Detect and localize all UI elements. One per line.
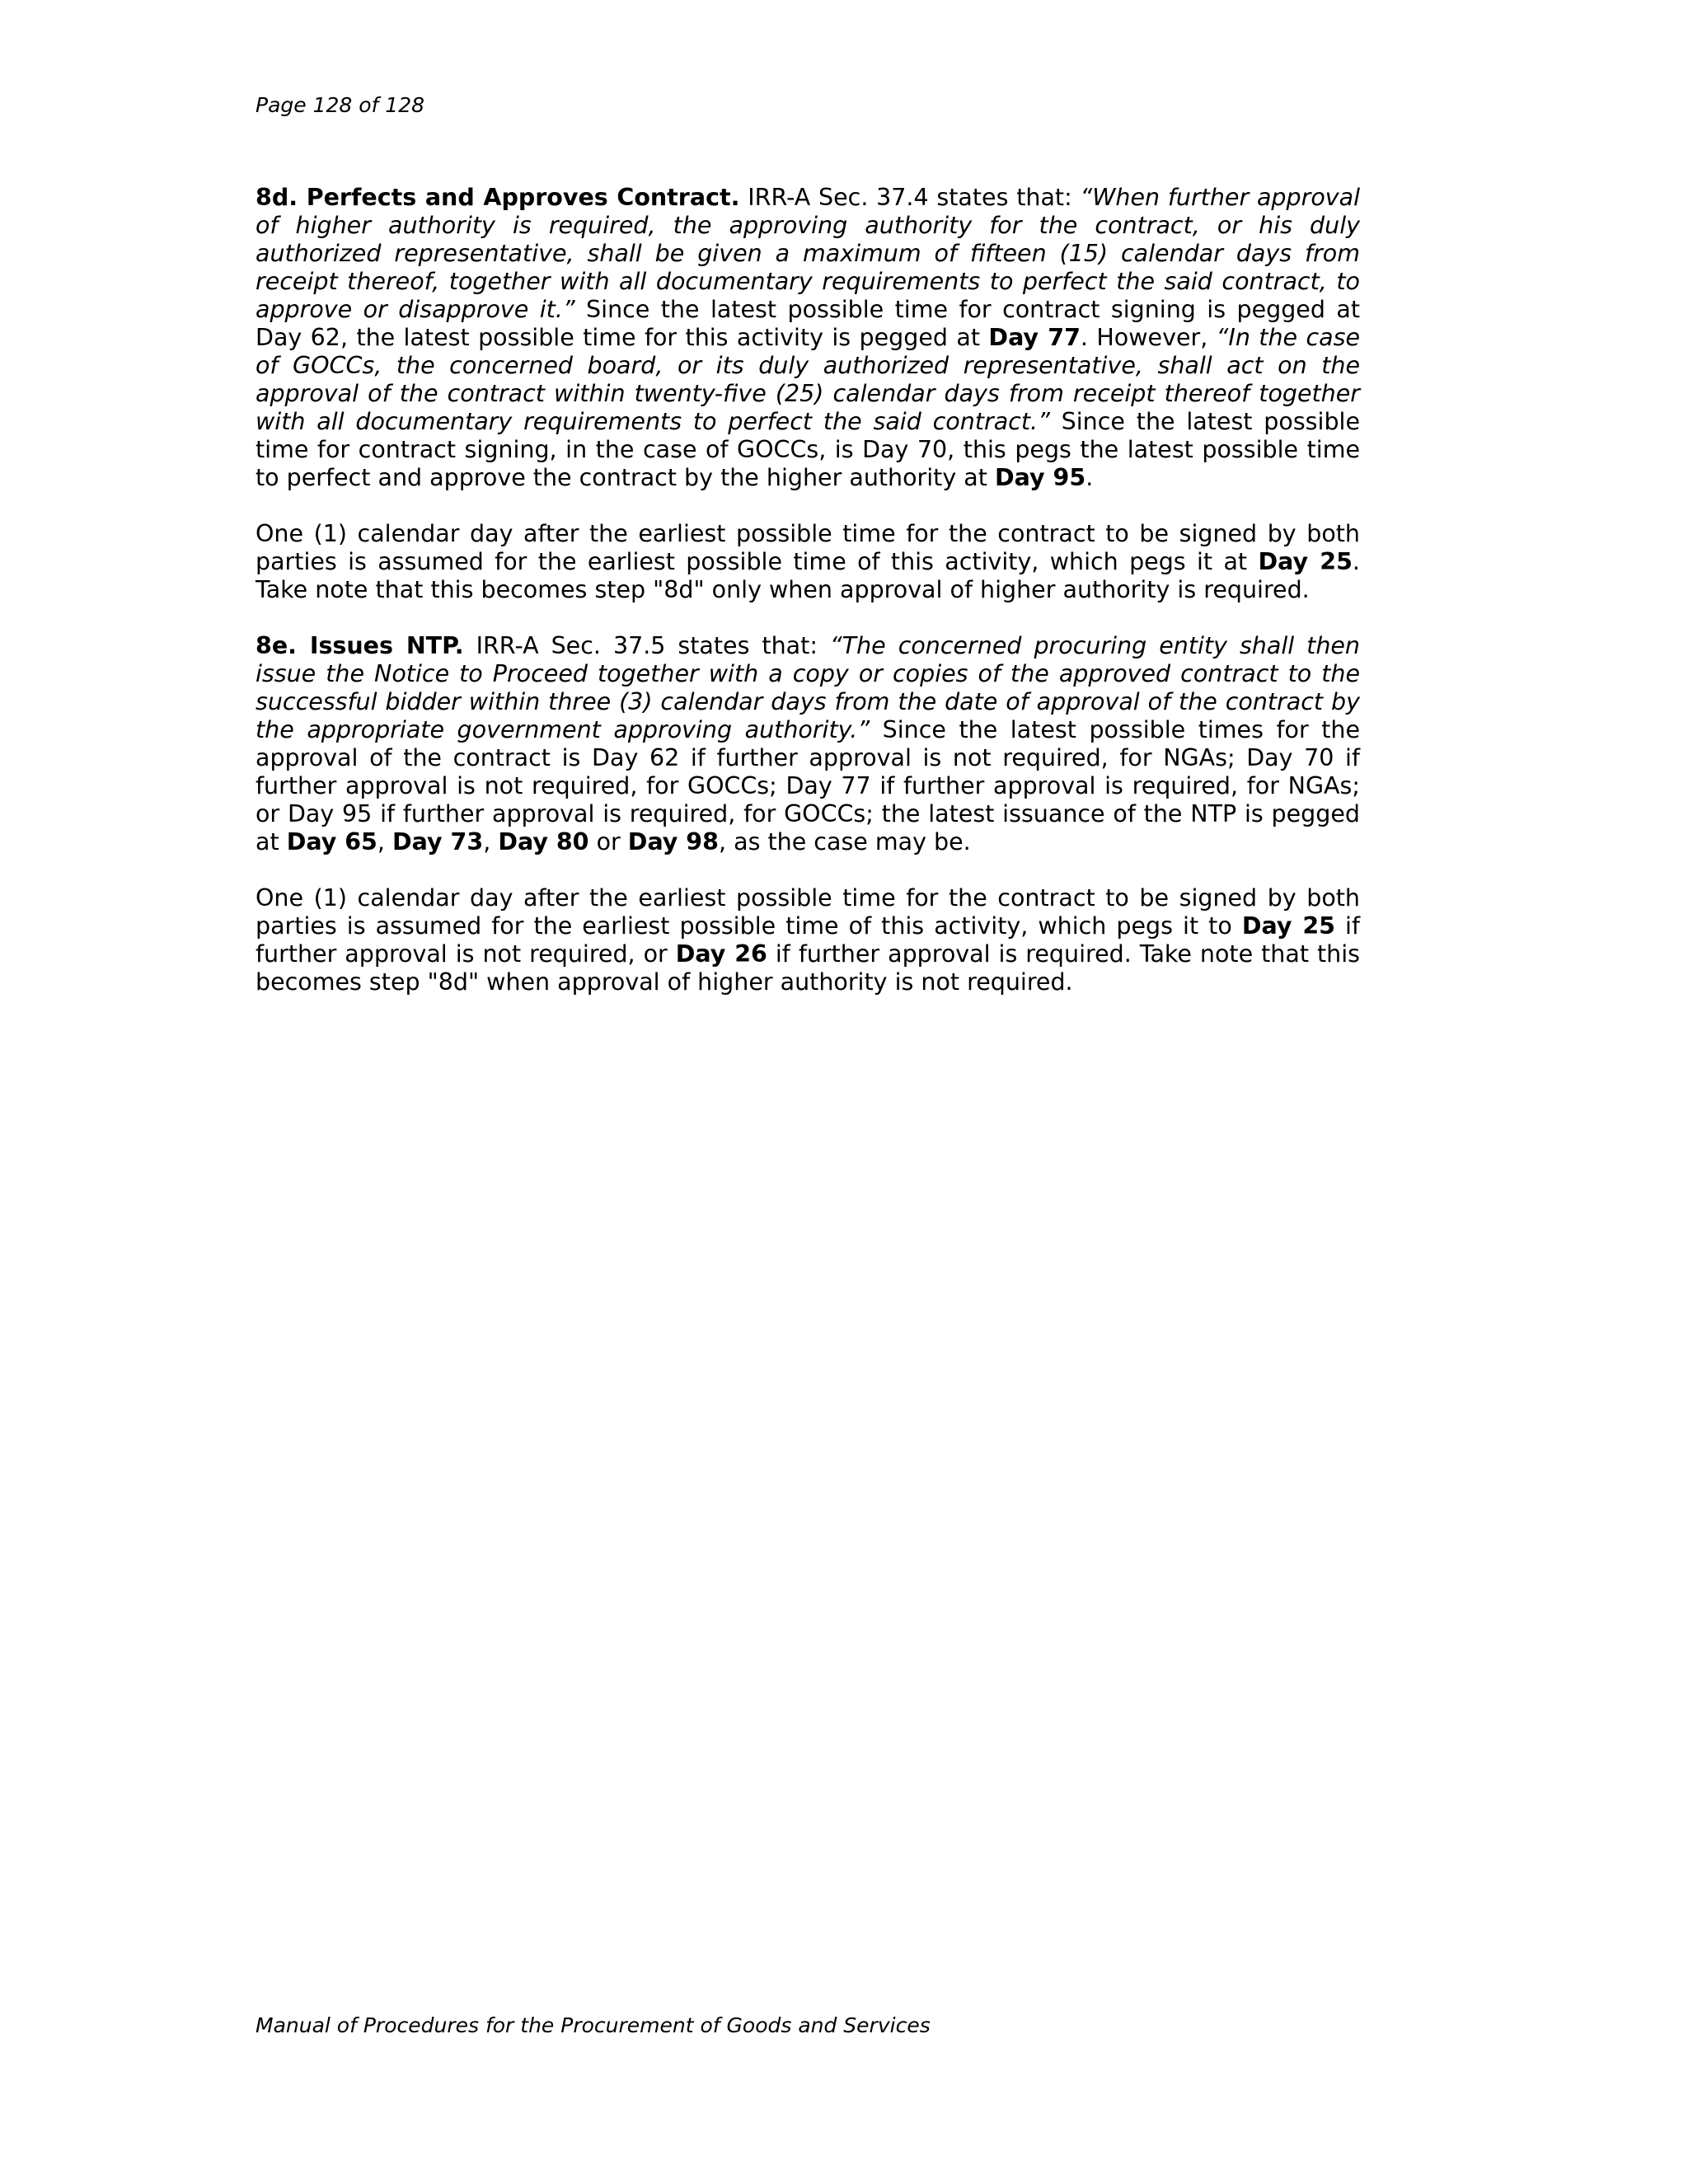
body-text: if further approval is required. Take note that this becomes step "8d" when approval of higher authority is not required. bbox=[256, 940, 1360, 996]
paragraph-8e-earliest-time bbox=[256, 884, 1360, 996]
section-heading-8d: 8d. Perfects and Approves Contract. bbox=[256, 184, 740, 211]
paragraph-8e-issues-ntp bbox=[256, 632, 1360, 856]
body-text: Since the latest possible time for contract signing is pegged at Day 62, the latest possible time for this activity is pegged at bbox=[256, 296, 1360, 351]
body-text: , bbox=[377, 828, 393, 855]
day-emphasis: Day 26 bbox=[675, 940, 767, 968]
body-text: One (1) calendar day after the earliest possible time for the contract to be signed by both parties is assumed for the earliest possible time of this activity, which pegs it at bbox=[256, 520, 1360, 575]
body-text: Since the latest possible times for the approval of the contract is Day 62 if further approval is not required, for NGAs; Day 70 if further approval is not required, for GOCCs; Day 77 if further approval is required, for NGAs; or Day 95 if further approval is required, for GOCCs; the latest issuance of the NTP is pegged at bbox=[256, 716, 1360, 855]
page-number-header: Page 128 of 128 bbox=[256, 93, 425, 117]
day-emphasis: Day 25 bbox=[1258, 548, 1353, 575]
day-emphasis: Day 98 bbox=[627, 828, 719, 855]
body-text: . bbox=[1085, 464, 1094, 491]
body-text: or bbox=[588, 828, 628, 855]
body-text: IRR-A Sec. 37.4 states that: bbox=[739, 184, 1081, 211]
body-text: One (1) calendar day after the earliest possible time for the contract to be signed by both parties is assumed for the earliest possible time of this activity, which pegs it to bbox=[256, 884, 1360, 940]
body-text: , as the case may be. bbox=[718, 828, 971, 855]
day-emphasis: Day 65 bbox=[286, 828, 377, 855]
document-body bbox=[256, 184, 1360, 1024]
body-text: IRR-A Sec. 37.5 states that: bbox=[463, 632, 830, 659]
paragraph-8d-earliest-time bbox=[256, 520, 1360, 604]
section-heading-8e: 8e. Issues NTP. bbox=[256, 632, 464, 659]
paragraph-8d-perfects-approves-contract bbox=[256, 184, 1360, 492]
quote-text: “In the case of GOCCs, the concerned board, or its duly authorized representative, shall act on the approval of the contract within twenty-five (25) calendar days from receipt thereof together with all documentary requirements to perfect the said contract.” bbox=[256, 324, 1360, 435]
quote-text: “The concerned procuring entity shall then issue the Notice to Proceed together with a copy or copies of the approved contract to the successful bidder within three (3) calendar days from the date of approval of the contract by the appropriate government approving authority.” bbox=[256, 632, 1360, 743]
quote-text: “When further approval of higher authority is required, the approving authority for the contract, or his duly authorized representative, shall be given a maximum of fifteen (15) calendar days from receipt thereof, together with all documentary requirements to perfect the said contract, to approve or disapprove it.” bbox=[256, 184, 1361, 323]
day-emphasis: Day 77 bbox=[988, 324, 1081, 351]
body-text: Since the latest possible time for contract signing, in the case of GOCCs, is Day 70, this pegs the latest possible time to perfect and approve the contract by the higher authority at bbox=[256, 408, 1360, 491]
day-emphasis: Day 73 bbox=[392, 828, 484, 855]
day-emphasis: Day 25 bbox=[1241, 912, 1335, 940]
document-footer: Manual of Procedures for the Procurement of Goods and Services bbox=[256, 2013, 931, 2037]
body-text: . However, bbox=[1080, 324, 1217, 351]
body-text: . Take note that this becomes step "8d" only when approval of higher authority is required. bbox=[256, 548, 1360, 603]
body-text: , bbox=[483, 828, 499, 855]
day-emphasis: Day 80 bbox=[498, 828, 589, 855]
day-emphasis: Day 95 bbox=[995, 464, 1086, 491]
body-text: if further approval is not required, or bbox=[256, 912, 1360, 968]
